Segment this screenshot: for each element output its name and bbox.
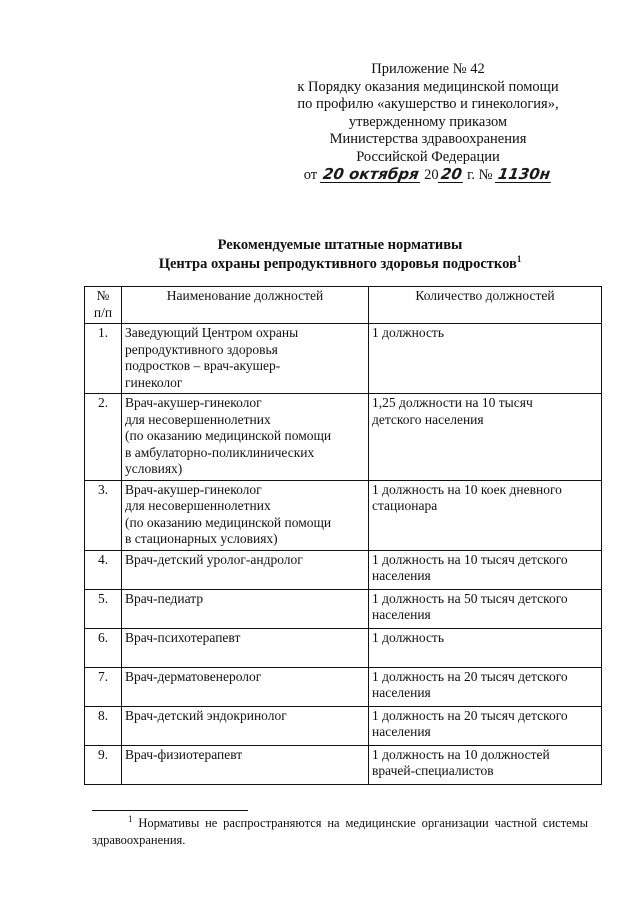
row-position: Врач-педиатр xyxy=(122,589,369,628)
table-row xyxy=(85,667,602,706)
title-line-1: Рекомендуемые штатные нормативы xyxy=(217,237,463,253)
row-number: 4. xyxy=(85,550,122,589)
header-quantity: Количество должностей xyxy=(369,287,602,324)
header-position: Наименование должностей xyxy=(122,287,369,324)
row-position: Врач-детский уролог-андролог xyxy=(122,550,369,589)
row-number: 6. xyxy=(85,628,122,667)
row-number: 3. xyxy=(85,480,122,550)
row-number: 8. xyxy=(85,706,122,745)
row-position: Врач-акушер-гинеколог для несовершеннолетних (по оказанию медицинской помощи в стационарных условиях) xyxy=(122,480,369,550)
table-row xyxy=(85,628,602,667)
row-number: 1. xyxy=(85,324,122,394)
row-position: Врач-акушер-гинеколог для несовершеннолетних (по оказанию медицинской помощи в амбулаторно-поликлинических условиях) xyxy=(122,394,369,481)
row-number: 2. xyxy=(85,394,122,481)
row-number: 9. xyxy=(85,745,122,784)
appendix-line: Министерства здравоохранения xyxy=(329,131,527,147)
row-position: Врач-физиотерапевт xyxy=(122,745,369,784)
row-quantity: 1 должность на 20 тысяч детского населения xyxy=(369,667,602,706)
row-position: Врач-дерматовенеролог xyxy=(122,667,369,706)
staffing-table xyxy=(84,286,602,785)
table-row xyxy=(85,324,602,394)
table-row xyxy=(85,550,602,589)
date-year-unit: г. № xyxy=(467,167,493,183)
appendix-line: Приложение № 42 xyxy=(371,61,485,77)
row-quantity: 1 должность xyxy=(369,628,602,667)
row-quantity: 1 должность xyxy=(369,324,602,394)
header-number: № п/п xyxy=(85,287,122,324)
appendix-line: к Порядку оказания медицинской помощи xyxy=(297,78,559,95)
footnote-text: Нормативы не распространяются на медицинские организации частной системы здравоохранения. xyxy=(92,816,589,847)
date-prefix: от xyxy=(303,167,318,183)
row-quantity: 1 должность на 10 коек дневного стационара xyxy=(369,480,602,550)
handwritten-year: 20 xyxy=(439,165,463,183)
row-position: Заведующий Центром охраны репродуктивного здоровья подростков – врач-акушер- гинеколог xyxy=(122,324,369,394)
footnote xyxy=(92,815,588,849)
row-quantity: 1 должность на 10 должностей врачей-специалистов xyxy=(369,745,602,784)
row-quantity: 1 должность на 50 тысяч детского населения xyxy=(369,589,602,628)
table-header-row xyxy=(85,287,602,324)
row-quantity: 1 должность на 10 тысяч детского населения xyxy=(369,550,602,589)
handwritten-date: 20 октября xyxy=(321,165,420,183)
footnote-number: 1 xyxy=(128,813,133,824)
table-row xyxy=(85,745,602,784)
row-number: 7. xyxy=(85,667,122,706)
row-position: Врач-психотерапевт xyxy=(122,628,369,667)
table-row xyxy=(85,706,602,745)
title-line-2 xyxy=(100,255,580,274)
table-row xyxy=(85,394,602,481)
row-quantity: 1,25 должности на 10 тысяч детского населения xyxy=(369,394,602,481)
row-number: 5. xyxy=(85,589,122,628)
handwritten-order-number: 1130н xyxy=(496,165,552,183)
appendix-line: утвержденному приказом xyxy=(348,113,508,130)
order-date-line xyxy=(278,166,578,185)
row-position: Врач-детский эндокринолог xyxy=(122,706,369,745)
row-quantity: 1 должность на 20 тысяч детского населения xyxy=(369,706,602,745)
table-row xyxy=(85,480,602,550)
table-row xyxy=(85,589,602,628)
document-title xyxy=(100,236,580,274)
title-line-2-text: Центра охраны репродуктивного здоровья подростков xyxy=(158,256,517,272)
appendix-line: Российской Федерации xyxy=(356,148,500,165)
footnote-separator xyxy=(92,810,248,811)
footnote-mark: 1 xyxy=(516,254,522,265)
appendix-header xyxy=(278,61,578,185)
date-year-prefix: 20 xyxy=(424,167,439,183)
appendix-line: по профилю «акушерство и гинекология», xyxy=(297,96,559,112)
